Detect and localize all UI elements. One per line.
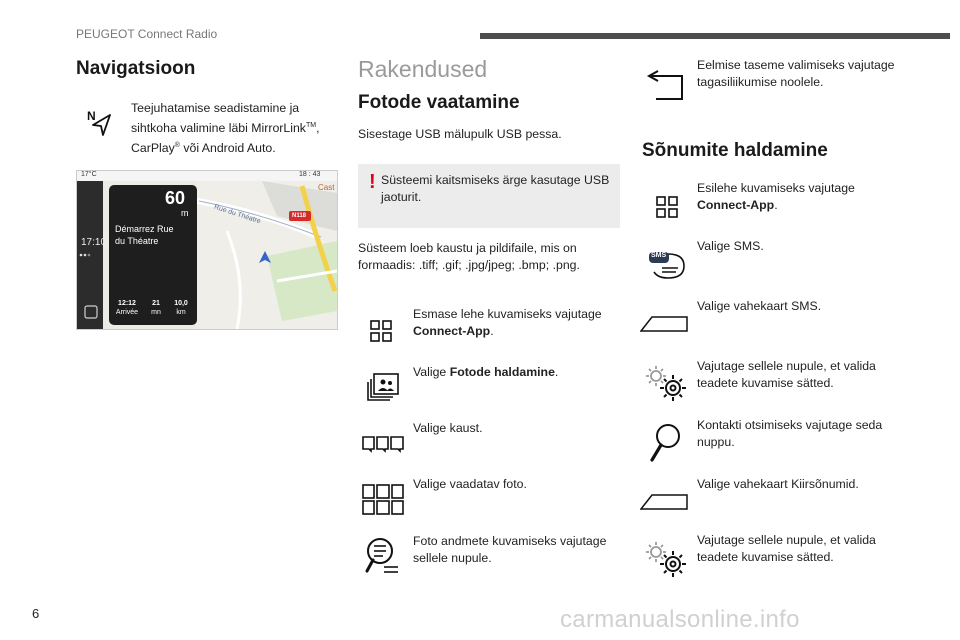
photo-management-icon xyxy=(366,372,400,402)
search-icon xyxy=(648,422,682,464)
back-arrow-icon xyxy=(646,68,686,102)
tab-icon xyxy=(640,492,688,510)
page-number: 6 xyxy=(32,606,40,621)
step4-text: Valige vaadatav foto. xyxy=(413,477,527,491)
formats-text: Süsteem loeb kaustu ja pildifaile, mis on formaadis: .tiff; .gif; .jpg/jpeg; .bmp; .png. xyxy=(358,241,580,272)
sms-badge: SMS xyxy=(651,252,667,259)
grid-icon xyxy=(656,196,678,218)
warning-text: Süsteemi kaitsmiseks ärge kasutage USB jaoturit. xyxy=(381,173,610,204)
sms-step1-text: Esilehe kuvamiseks vajutage Connect-App. xyxy=(697,181,855,212)
screen-km: 10,0 km xyxy=(174,300,188,316)
step1-text: Esmase lehe kuvamiseks vajutage Connect-App. xyxy=(413,307,602,338)
back-text: Eelmise taseme valimiseks vajutage tagasiliikumise noolele. xyxy=(697,58,895,89)
sms-step4-text: Vajutage sellele nupule, et valida teadete kuvamise sätted. xyxy=(697,359,876,390)
sms-step2-text: Valige SMS. xyxy=(697,239,764,253)
screen-street-label: Rue du Théatre xyxy=(213,203,262,226)
screen-side-time: 17:10 xyxy=(81,237,107,248)
apps-title: Rakendused xyxy=(358,56,488,82)
navigation-icon xyxy=(84,108,114,138)
insert-usb-text: Sisestage USB mälupulk USB pessa. xyxy=(358,127,562,141)
navigation-title: Navigatsioon xyxy=(76,58,196,79)
header-bar xyxy=(480,33,950,39)
step3-text: Valige kaust. xyxy=(413,421,483,435)
step5-text: Foto andmete kuvamiseks vajutage sellele nupule. xyxy=(413,534,607,565)
sms-step7-text: Vajutage sellele nupule, et valida teadete kuvamise sätted. xyxy=(697,533,876,564)
settings-icon xyxy=(644,540,688,578)
screen-temperature: 17°C xyxy=(81,171,97,178)
photo-info-icon xyxy=(364,536,400,576)
screen-place-label: Cast xyxy=(318,183,335,192)
screen-road-label: N118 xyxy=(292,213,307,219)
tab-icon xyxy=(640,314,688,332)
grid-icon xyxy=(370,320,392,342)
watermark: carmanualsonline.info xyxy=(560,606,800,633)
settings-icon xyxy=(644,364,688,402)
screen-distance: 60 xyxy=(165,188,186,208)
sms-step5-text: Kontakti otsimiseks vajutage seda nuppu. xyxy=(697,418,883,449)
sms-step6-text: Valige vahekaart Kiirsõnumid. xyxy=(697,477,859,491)
screen-instruction: Démarrez Rue du Théatre xyxy=(115,224,174,246)
navigation-text: Teejuhatamise seadistamine ja sihtkoha valimine läbi MirrorLink™, CarPlay® või Android Auto. xyxy=(131,101,320,156)
step2-text: Valige Fotode haldamine. xyxy=(413,365,559,379)
screen-clock: 18 : 43 xyxy=(299,171,321,178)
header-title: PEUGEOT Connect Radio xyxy=(76,27,218,41)
folder-icon xyxy=(362,434,404,454)
svg-text:N: N xyxy=(87,109,96,123)
screen-eta: 12:12 Arrivée xyxy=(115,300,139,316)
warning-icon: ! xyxy=(369,171,376,193)
sms-step3-text: Valige vahekaart SMS. xyxy=(697,299,822,313)
screen-minutes: 21 mn xyxy=(151,300,161,316)
screen-distance-unit: m xyxy=(181,208,189,218)
navigation-screenshot xyxy=(76,170,338,330)
photos-title: Fotode vaatamine xyxy=(358,92,520,113)
photo-grid-icon xyxy=(362,484,404,516)
sms-title: Sõnumite haldamine xyxy=(642,140,828,161)
